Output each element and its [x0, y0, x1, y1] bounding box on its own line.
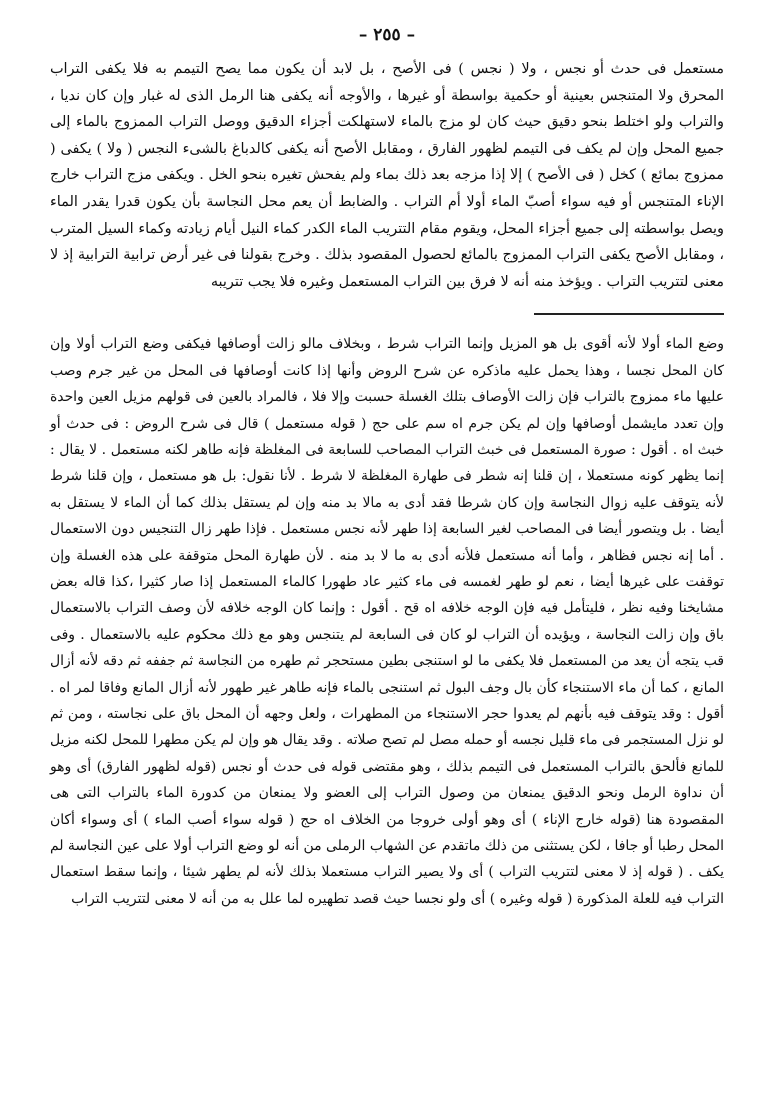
footnote-divider: [534, 313, 724, 315]
main-text-block: مستعمل فى حدث أو نجس ، ولا ( نجس ) فى الأصح ، بل لابد أن يكون مما يصح التيمم به فلا يكفى التراب المحرق ولا المتنجس بعينية أو حكمية بواسطة أو غيرها ، والأوجه أنه يكفى هنا الرمل الذى له غبار وإن كان نديا ، والتراب ولو اختلط بنحو دقيق حيث كان لو مزج بالماء لاستهلكت أجزاء الدقيق ووصل التراب الممزوج بالماء إلى جميع المحل وإن لم يكف فى التيمم لظهور الفارق ، ومقابل الأصح أنه يكفى كالدباغ بالشىء النجس ( ولا ) يكفى ( ممزوج بمائع ) كخل ( فى الأصح ) إلا إذا مزجه بعد ذلك بماء ولم يفحش تغيره بنحو الخل . ويكفى مزج التراب خارج الإناء المتنجس أو فيه سواء أصبّ الماء أولا أم التراب . والضابط أن يعم محل النجاسة بأن يكون قدرا يقدر الماء ويصل بواسطته إلى جميع أجزاء المحل، ويقوم مقام التتريب الماء الكدر كماء النيل أيام زيادته وكماء السيل المترب ، ومقابل الأصح يكفى التراب الممزوج بالمائع لحصول المقصود بذلك . وخرج بقولنا فى غير أرض ترابية الترابية إذ لا معنى لتتريب التراب . ويؤخذ منه أنه لا فرق بين التراب المستعمل وغيره فلا يجب تتريبه: [50, 61, 724, 290]
page-number: – ٢٥٥ –: [358, 25, 416, 45]
footnote-text-block: وضع الماء أولا لأنه أقوى بل هو المزيل وإنما التراب شرط ، وبخلاف مالو زالت أوصافها فيكفى وضع التراب أولا وإن كان المحل نجسا ، وهذا يحمل عليه ماذكره عن شرح الروض وأنها إذا كانت أوصافها فى المحل من غير جرم وصب عليها ماء ممزوج بالتراب فإن زالت الأوصاف بتلك الغسلة حسبت وإلا فلا ، فالمراد بالعين فى قولهم مزيل العين واحدة وإن تعدد مايشمل أوصافها وإن لم يكن جرم اه سم على حج ( قوله مستعمل ) قال فى شرح الروض : فى حدث أو خبث اه . أقول : صورة المستعمل فى خبث التراب المصاحب للسابعة فى المغلظة فإنه طاهر لكنه مستعمل . لا يقال : إنما يظهر كونه مستعملا ، إن قلنا إنه شطر فى طهارة المغلظة لا شرط . لأنا نقول: بل هو مستعمل ، وإن قلنا شرط لأنه يتوقف عليه زوال النجاسة وإن كان شرطا فقد أدى به مالا بد منه وإن لم يستقل بذلك كما أن الماء لا يستقل به أيضا . بل ويتصور أيضا فى المصاحب لغير السابعة إذا طهر لأنه نجس مستعمل . فإذا طهر زال التنجيس دون الاستعمال . أما إنه نجس فظاهر ، وأما أنه مستعمل فلأنه أدى به ما لا بد منه . لأن طهارة المحل متوقفة على هذه الغسلة وإن توقفت على غيرها أيضا ، نعم لو طهر لغمسه فى ماء كثير عاد طهورا كالماء المستعمل إذا صار كثيرا ،كذا قاله بعض مشايخنا وفيه نظر ، فليتأمل فيه فإن الوجه خلافه اه قح . أقول : وإنما كان الوجه خلافه لأن وصف التراب بالاستعمال باق وإن زالت النجاسة ، ويؤيده أن التراب لو كان فى السابعة لم يتنجس وهو مع ذلك محكوم عليه بالاستعمال . وفى قب يتجه أن يعد من المستعمل فلا يكفى ما لو استنجى بطين مستحجر ثم طهره من النجاسة ثم جففه ثم دقه لأنه أزال المانع ، كما أن ماء الاستنجاء كأن بال وجف البول ثم استنجى بالماء فإنه طاهر غير طهور لأنه أزال المانع وفاقا لمر اه . أقول : وقد يتوقف فيه بأنهم لم يعدوا حجر الاستنجاء من المطهرات ، ولعل وجهه أن المحل باق على نجاسته ، ومن ثم لو نزل المستجمر فى ماء قليل نجسه أو حمله مصل لم تصح صلاته . وقد يقال هو وإن لم يكن مطهرا للمحل لكنه مزيل للمانع فألحق بالتراب المستعمل فى التيمم بذلك ، وهو مقتضى قوله فى حدث أو نجس (قوله لظهور الفارق) أى وهو أن نداوة الرمل ونحو الدقيق يمنعان من وصول التراب إلى العضو ولا يمنعان من كدورة الماء بالتراب التى هى المقصودة هنا (قوله خارج الإناء ) أى وهو أولى خروجا من الخلاف اه حج ( قوله سواء أصب الماء ) أى وسواء أكان المحل رطبا أو جافا ، لكن يستثنى من ذلك ماتقدم عن الشهاب الرملى من أنه لو وضع التراب أولا على عين النجاسة لم يكف . ( قوله إذ لا معنى لتتريب التراب ) أى ولا يصير التراب مستعملا بذلك لأنه لم يطهر شيئا ، وإنما سقط استعمال التراب فيه للعلة المذكورة ( قوله وغيره ) أى ولو نجسا حيث قصد تطهيره لما علل به من أنه لا معنى لتتريب التراب: [50, 336, 724, 907]
